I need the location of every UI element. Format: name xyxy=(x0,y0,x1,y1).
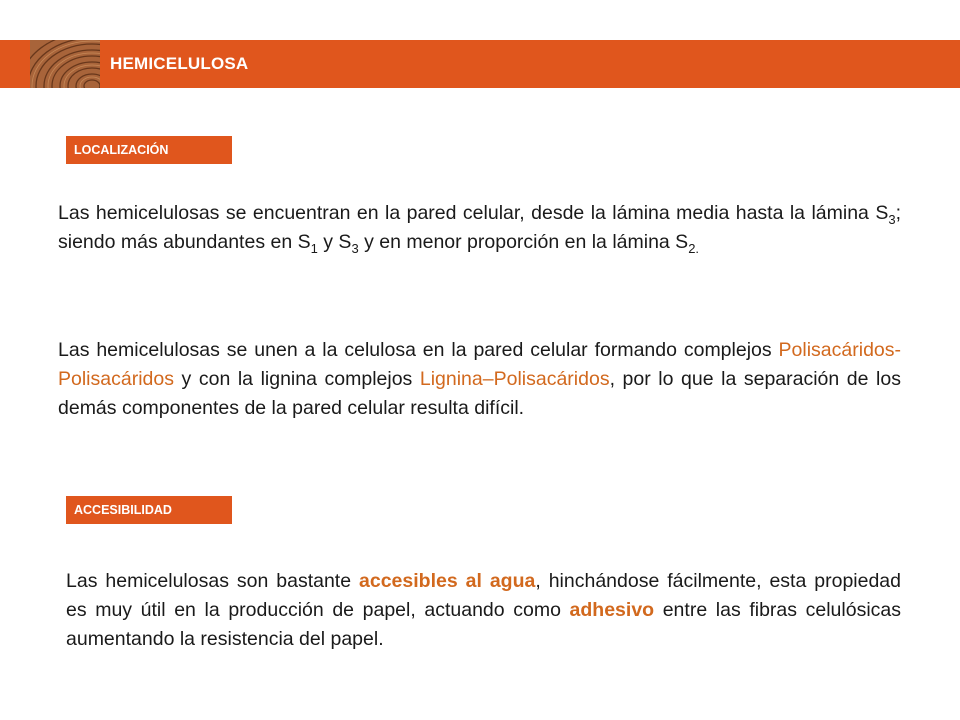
paragraph-localizacion: Las hemicelulosas se encuentran en la pared celular, desde la lámina media hasta la lámina $S_3$; siendo más abundantes en $S_1$ y $S_3$ y en menor proporción en la lámina $S_{2.}$ xyxy=(58,202,901,256)
section-tag-localizacion: LOCALIZACIÓN xyxy=(66,136,232,164)
paragraph-accesibilidad: Las hemicelulosas son bastante accesibles al agua, hinchándose fácilmente, esta propiedad es muy útil en la producción de papel, actuando como adhesivo entre las fibras celulósicas aumentando la resistencia del papel. xyxy=(66,570,902,650)
wood-grain-graphic xyxy=(30,40,100,88)
highlight-lignina-polisacaridos: Lignina–Polisacáridos xyxy=(419,368,610,390)
wood-grain-image xyxy=(30,40,100,88)
highlight-accesibles-al-agua: accesibles al agua xyxy=(359,570,536,592)
highlight-polisacaridos: Polisacáridos-Polisacáridos xyxy=(58,339,901,390)
highlight-adhesivo: adhesivo xyxy=(569,599,655,621)
section-tag-accesibilidad: ACCESIBILIDAD xyxy=(66,496,232,524)
page-title: HEMICELULOSA xyxy=(110,54,249,73)
paragraph-complejos: Las hemicelulosas se unen a la celulosa en la pared celular formando complejos Polisacáridos-Polisacáridos y con la lignina complejos Lignina–Polisacáridos, por lo que la separación de los demás componentes de la pared celular resulta difícil. xyxy=(58,339,901,419)
